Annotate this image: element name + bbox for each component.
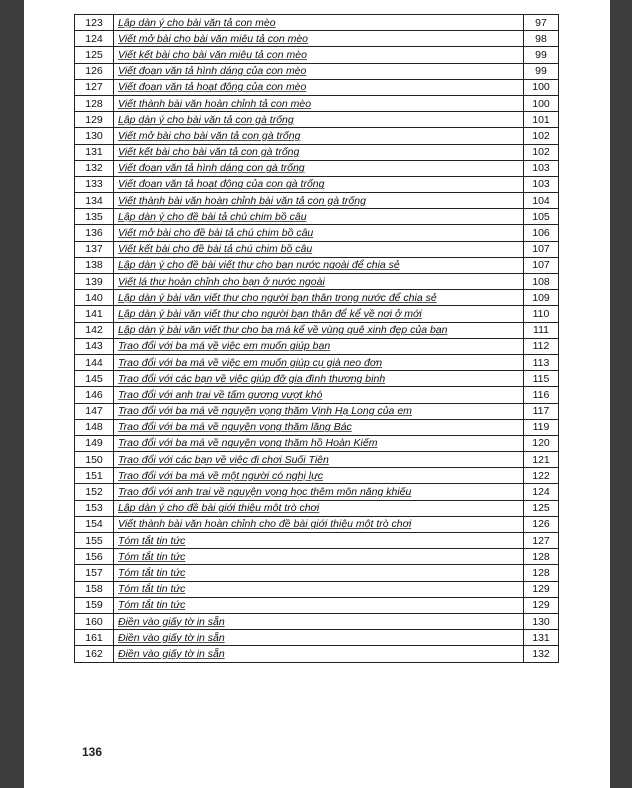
table-of-contents (74, 14, 559, 663)
row-number: 140 (75, 290, 114, 306)
row-page-number: 107 (524, 241, 559, 257)
row-title: Lập dàn ý cho đề bài tả chú chim bồ câu (118, 210, 307, 223)
row-title: Tóm tắt tin tức (118, 534, 186, 547)
row-number: 153 (75, 500, 114, 516)
table-row (75, 225, 559, 241)
row-title-cell (114, 160, 524, 176)
row-page-number: 128 (524, 549, 559, 565)
row-title: Trao đổi với ba má về nguyện vọng thăm hồ Hoàn Kiếm (118, 437, 378, 450)
row-title-cell (114, 225, 524, 241)
right-page-border (610, 0, 632, 788)
row-title-cell (114, 468, 524, 484)
table-row (75, 484, 559, 500)
table-row (75, 387, 559, 403)
table-row (75, 516, 559, 532)
table-row (75, 468, 559, 484)
row-page-number: 104 (524, 193, 559, 209)
row-page-number: 132 (524, 646, 559, 662)
table-row (75, 435, 559, 451)
row-number: 128 (75, 95, 114, 111)
row-title-cell (114, 241, 524, 257)
row-title: Tóm tắt tin tức (118, 550, 186, 563)
row-title: Viết đoạn văn tả hình dáng của con mèo (118, 65, 307, 78)
row-page-number: 115 (524, 371, 559, 387)
row-page-number: 110 (524, 306, 559, 322)
row-title-cell (114, 112, 524, 128)
row-title-cell (114, 274, 524, 290)
table-row (75, 257, 559, 273)
row-title: Trao đổi với ba má về nguyện vọng thăm Vịnh Hạ Long của em (118, 405, 412, 418)
table-row (75, 565, 559, 581)
row-number: 135 (75, 209, 114, 225)
row-title-cell (114, 533, 524, 549)
row-number: 127 (75, 79, 114, 95)
row-title: Viết đoạn văn tả hoạt động của con gà trống (118, 178, 325, 191)
row-number: 126 (75, 63, 114, 79)
row-page-number: 100 (524, 79, 559, 95)
row-number: 144 (75, 354, 114, 370)
row-title-cell (114, 565, 524, 581)
row-page-number: 102 (524, 128, 559, 144)
row-number: 125 (75, 47, 114, 63)
table-row (75, 371, 559, 387)
table-row (75, 597, 559, 613)
row-title-cell (114, 419, 524, 435)
row-number: 133 (75, 176, 114, 192)
row-page-number: 119 (524, 419, 559, 435)
table-row (75, 209, 559, 225)
row-number: 148 (75, 419, 114, 435)
table-row (75, 47, 559, 63)
table-row (75, 646, 559, 662)
row-title: Trao đổi với ba má về việc em muốn giúp cụ già neo đơn (118, 356, 383, 369)
row-title-cell (114, 630, 524, 646)
row-page-number: 102 (524, 144, 559, 160)
table-row (75, 613, 559, 629)
table-row (75, 581, 559, 597)
row-page-number: 126 (524, 516, 559, 532)
row-title: Tóm tắt tin tức (118, 583, 186, 596)
row-page-number: 129 (524, 597, 559, 613)
row-page-number: 101 (524, 112, 559, 128)
row-number: 123 (75, 15, 114, 31)
table-row (75, 63, 559, 79)
table-row (75, 322, 559, 338)
row-number: 137 (75, 241, 114, 257)
row-page-number: 129 (524, 581, 559, 597)
row-number: 159 (75, 597, 114, 613)
row-page-number: 109 (524, 290, 559, 306)
row-page-number: 98 (524, 31, 559, 47)
row-page-number: 100 (524, 95, 559, 111)
row-title: Viết thành bài văn hoàn chỉnh tả con mèo (118, 97, 312, 110)
row-title: Trao đổi với anh trai về nguyện vọng học thêm môn năng khiếu (118, 486, 412, 499)
row-title-cell (114, 354, 524, 370)
table-row (75, 193, 559, 209)
row-title: Lập dàn ý cho đề bài viết thư cho bạn nước ngoài để chia sẻ (118, 259, 400, 272)
row-title: Viết đoạn văn tả hình dáng con gà trống (118, 162, 305, 175)
row-page-number: 127 (524, 533, 559, 549)
row-page-number: 105 (524, 209, 559, 225)
row-title: Lập dàn ý cho bài văn tả con mèo (118, 16, 276, 29)
row-title-cell (114, 549, 524, 565)
row-title: Viết mở bài cho bài văn tả con gà trống (118, 129, 301, 142)
table-row (75, 112, 559, 128)
row-title: Viết đoạn văn tả hoạt động của con mèo (118, 81, 307, 94)
row-title: Viết mở bài cho đề bài tả chú chim bồ câu (118, 227, 314, 240)
row-title-cell (114, 79, 524, 95)
row-page-number: 120 (524, 435, 559, 451)
table-row (75, 533, 559, 549)
row-title-cell (114, 290, 524, 306)
table-row (75, 290, 559, 306)
row-number: 130 (75, 128, 114, 144)
row-title: Lập dàn ý bài văn viết thư cho người bạn thân trong nước để chia sẻ (118, 291, 437, 304)
row-title-cell (114, 209, 524, 225)
row-title: Viết thành bài văn hoàn chỉnh cho đề bài giới thiệu một trò chơi (118, 518, 412, 531)
row-title-cell (114, 452, 524, 468)
row-page-number: 111 (524, 322, 559, 338)
row-title-cell (114, 371, 524, 387)
row-page-number: 116 (524, 387, 559, 403)
table-row (75, 31, 559, 47)
table-row (75, 403, 559, 419)
row-title-cell (114, 516, 524, 532)
row-title: Trao đổi với ba má về nguyện vọng thăm lăng Bác (118, 421, 352, 434)
table-row (75, 419, 559, 435)
row-page-number: 128 (524, 565, 559, 581)
row-page-number: 106 (524, 225, 559, 241)
row-number: 138 (75, 257, 114, 273)
row-title-cell (114, 646, 524, 662)
row-number: 124 (75, 31, 114, 47)
row-page-number: 131 (524, 630, 559, 646)
row-title-cell (114, 176, 524, 192)
row-title: Trao đổi với các bạn về việc giúp đỡ gia đình thương binh (118, 372, 386, 385)
row-title: Lập dàn ý cho bài văn tả con gà trống (118, 113, 294, 126)
row-title-cell (114, 95, 524, 111)
row-number: 139 (75, 274, 114, 290)
row-title: Viết lá thư hoàn chỉnh cho bạn ở nước ngoài (118, 275, 325, 288)
row-title-cell (114, 31, 524, 47)
row-title-cell (114, 597, 524, 613)
table-row (75, 176, 559, 192)
row-title-cell (114, 338, 524, 354)
row-title-cell (114, 15, 524, 31)
row-title: Viết kết bài cho bài văn tả con gà trống (118, 146, 300, 159)
row-title-cell (114, 581, 524, 597)
row-number: 129 (75, 112, 114, 128)
row-page-number: 99 (524, 47, 559, 63)
row-title-cell (114, 63, 524, 79)
row-page-number: 107 (524, 257, 559, 273)
row-number: 146 (75, 387, 114, 403)
row-number: 158 (75, 581, 114, 597)
row-title: Điền vào giấy tờ in sẵn (118, 615, 225, 628)
table-row (75, 306, 559, 322)
row-title-cell (114, 144, 524, 160)
row-title-cell (114, 387, 524, 403)
left-page-border (0, 0, 24, 788)
row-number: 134 (75, 193, 114, 209)
row-title: Viết kết bài cho bài văn miêu tả con mèo (118, 48, 307, 61)
row-number: 141 (75, 306, 114, 322)
table-row (75, 354, 559, 370)
row-page-number: 108 (524, 274, 559, 290)
row-page-number: 122 (524, 468, 559, 484)
toc-body (75, 15, 559, 663)
table-row (75, 274, 559, 290)
row-title-cell (114, 193, 524, 209)
row-title-cell (114, 47, 524, 63)
row-number: 142 (75, 322, 114, 338)
row-title-cell (114, 484, 524, 500)
row-number: 132 (75, 160, 114, 176)
table-row (75, 144, 559, 160)
row-number: 149 (75, 435, 114, 451)
row-title-cell (114, 403, 524, 419)
row-number: 160 (75, 613, 114, 629)
row-title: Điền vào giấy tờ in sẵn (118, 631, 225, 644)
row-page-number: 121 (524, 452, 559, 468)
row-number: 152 (75, 484, 114, 500)
row-number: 147 (75, 403, 114, 419)
row-number: 156 (75, 549, 114, 565)
row-page-number: 103 (524, 176, 559, 192)
row-title: Trao đổi với anh trai về tấm gương vượt khó (118, 388, 323, 401)
table-row (75, 15, 559, 31)
row-number: 154 (75, 516, 114, 532)
row-number: 151 (75, 468, 114, 484)
row-title-cell (114, 322, 524, 338)
row-title-cell (114, 500, 524, 516)
row-number: 155 (75, 533, 114, 549)
table-row (75, 338, 559, 354)
row-title: Viết mở bài cho bài văn miêu tả con mèo (118, 32, 309, 45)
row-page-number: 99 (524, 63, 559, 79)
row-page-number: 113 (524, 354, 559, 370)
row-page-number: 103 (524, 160, 559, 176)
row-title-cell (114, 128, 524, 144)
table-row (75, 549, 559, 565)
page-number: 136 (82, 745, 103, 759)
table-row (75, 160, 559, 176)
row-page-number: 117 (524, 403, 559, 419)
row-number: 157 (75, 565, 114, 581)
table-row (75, 241, 559, 257)
table-row (75, 452, 559, 468)
row-page-number: 124 (524, 484, 559, 500)
table-row (75, 128, 559, 144)
row-title: Lập dàn ý bài văn viết thư cho ba má kể về vùng quê xinh đẹp của bạn (118, 324, 448, 337)
row-title-cell (114, 257, 524, 273)
row-title: Trao đổi với ba má về một người có nghị lực (118, 469, 323, 482)
table-row (75, 95, 559, 111)
row-title-cell (114, 435, 524, 451)
row-title: Điền vào giấy tờ in sẵn (118, 647, 225, 660)
row-number: 145 (75, 371, 114, 387)
row-title: Tóm tắt tin tức (118, 599, 186, 612)
row-title-cell (114, 613, 524, 629)
table-row (75, 500, 559, 516)
row-number: 150 (75, 452, 114, 468)
row-page-number: 125 (524, 500, 559, 516)
row-title: Trao đổi với ba má về việc em muốn giúp bạn (118, 340, 331, 353)
row-title: Viết kết bài cho đề bài tả chú chim bồ câu (118, 243, 313, 256)
row-number: 162 (75, 646, 114, 662)
row-title: Viết thành bài văn hoàn chỉnh bài văn tả con gà trống (118, 194, 366, 207)
row-title-cell (114, 306, 524, 322)
row-title: Trao đổi với các bạn về việc đi chơi Suối Tiên (118, 453, 329, 466)
document-page (24, 0, 610, 788)
row-number: 161 (75, 630, 114, 646)
table-row (75, 79, 559, 95)
row-title: Lập dàn ý bài văn viết thư cho người bạn thân để kể về nơi ở mới (118, 307, 422, 320)
row-number: 131 (75, 144, 114, 160)
row-title: Tóm tắt tin tức (118, 566, 186, 579)
row-number: 136 (75, 225, 114, 241)
row-title: Lập dàn ý cho đề bài giới thiệu một trò chơi (118, 502, 320, 515)
row-page-number: 97 (524, 15, 559, 31)
row-page-number: 112 (524, 338, 559, 354)
row-number: 143 (75, 338, 114, 354)
row-page-number: 130 (524, 613, 559, 629)
table-row (75, 630, 559, 646)
